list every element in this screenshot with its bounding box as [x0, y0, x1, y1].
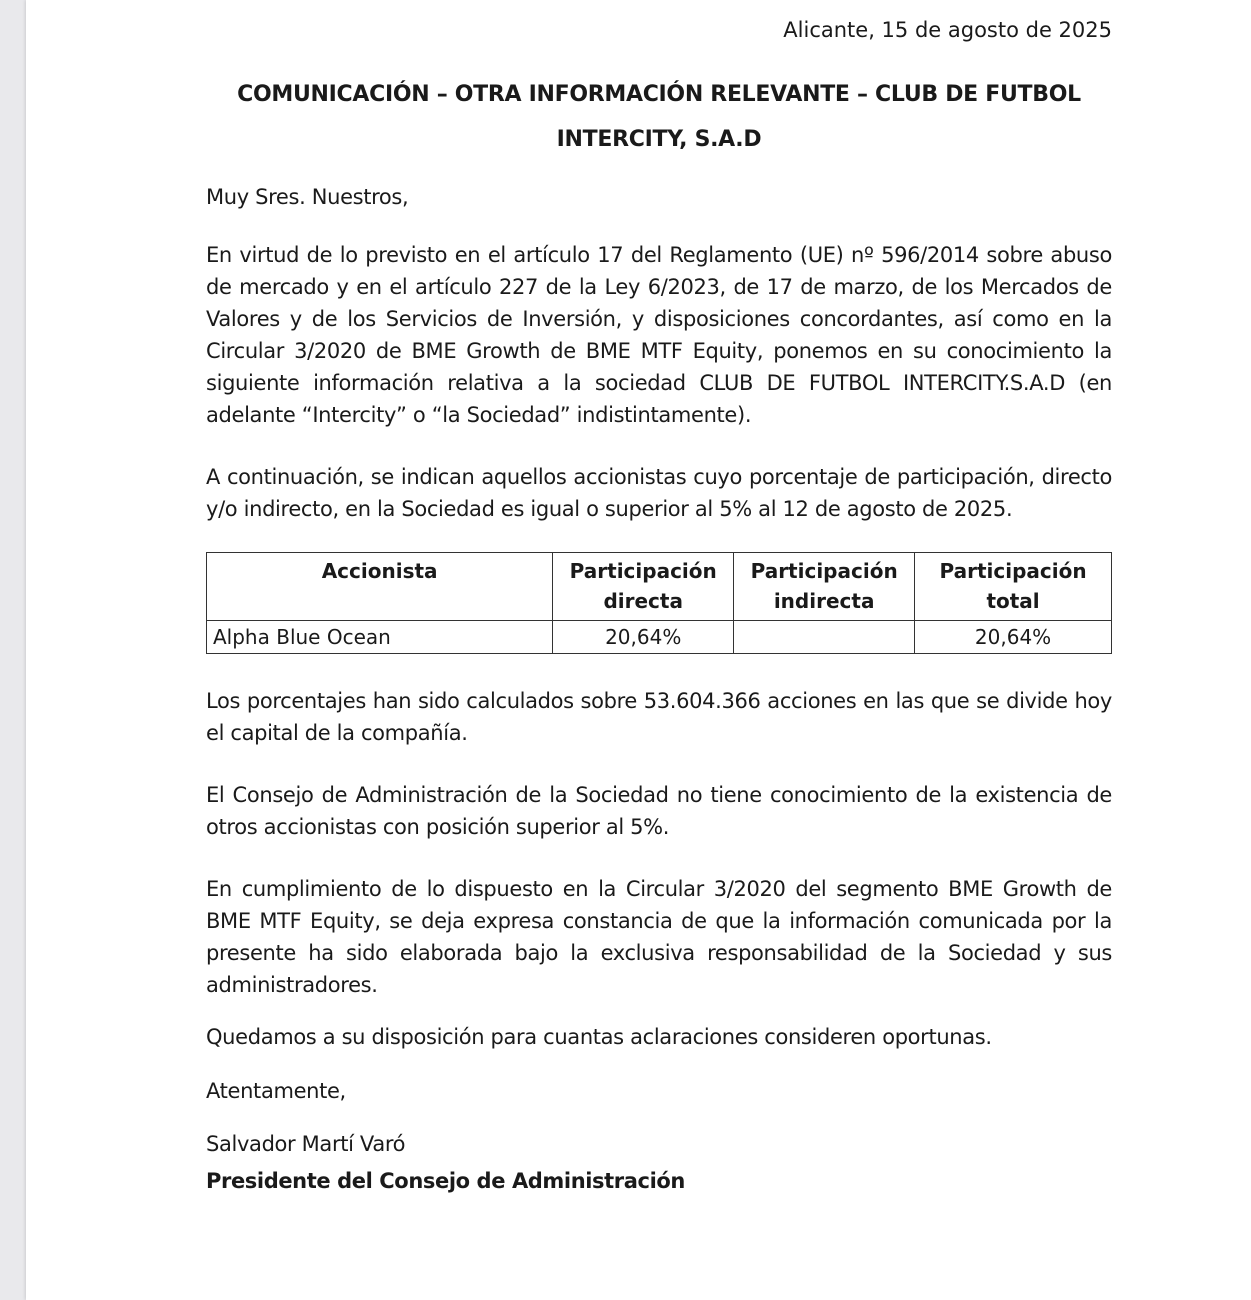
- cell-holder: Alpha Blue Ocean: [207, 621, 553, 654]
- document-page: [26, 0, 1251, 1300]
- paragraph-shareholders-intro: A continuación, se indican aquellos accionistas cuyo porcentaje de participación, directo y/o indirecto, en la Sociedad es igual o superior al 5% al 12 de agosto de 2025.: [206, 465, 1112, 521]
- cell-direct: 20,64%: [553, 621, 734, 654]
- signer-name: Salvador Martí Varó: [206, 1132, 406, 1156]
- paragraph-availability: Quedamos a su disposición para cuantas aclaraciones consideren oportunas.: [206, 1025, 992, 1049]
- header-holder: Accionista: [207, 553, 553, 621]
- cell-indirect: [734, 621, 915, 654]
- document-title: [206, 72, 1112, 162]
- paragraph-responsibility: En cumplimiento de lo dispuesto en la Circular 3/2020 del segmento BME Growth de BME MTF Equity, se deja expresa constancia de que la información comunicada por la presente ha sido elaborada bajo la exclusiva responsabilidad de la Sociedad y sus administradores.: [206, 877, 1112, 997]
- closing: Atentamente,: [206, 1079, 346, 1103]
- date-line: Alicante, 15 de agosto de 2025: [783, 18, 1112, 42]
- shareholders-table: [206, 552, 1112, 654]
- greeting: Muy Sres. Nuestros,: [206, 185, 409, 209]
- header-indirect: Participación indirecta: [734, 553, 915, 621]
- paragraph-legal-basis: En virtud de lo previsto en el artículo 17 del Reglamento (UE) nº 596/2014 sobre abuso de mercado y en el artículo 227 de la Ley 6/2023, de 17 de marzo, de los Mercados de Valores y de los Servicios de Inversión, y disposiciones concordantes, así como en la Circular 3/2020 de BME Growth de BME MTF Equity, ponemos en su conocimiento la siguiente información relativa a la sociedad CLUB DE FUTBOL INTERCITY.S.A.D (en adelante “Intercity” o “la Sociedad” indistintamente).: [206, 243, 1112, 427]
- title-line-2: INTERCITY, S.A.D: [556, 127, 762, 152]
- title-line-1: COMUNICACIÓN – OTRA INFORMACIÓN RELEVANTE – CLUB DE FUTBOL: [237, 82, 1081, 107]
- header-direct: Participación directa: [553, 553, 734, 621]
- header-total: Participación total: [915, 553, 1112, 621]
- signer-title: Presidente del Consejo de Administración: [206, 1169, 685, 1193]
- cell-total: 20,64%: [915, 621, 1112, 654]
- paragraph-board-knowledge: El Consejo de Administración de la Sociedad no tiene conocimiento de la existencia de otros accionistas con posición superior al 5%.: [206, 783, 1112, 839]
- table-row: [207, 621, 1112, 654]
- paragraph-share-count: Los porcentajes han sido calculados sobre 53.604.366 acciones en las que se divide hoy el capital de la compañía.: [206, 689, 1112, 745]
- table-header-row: [207, 553, 1112, 621]
